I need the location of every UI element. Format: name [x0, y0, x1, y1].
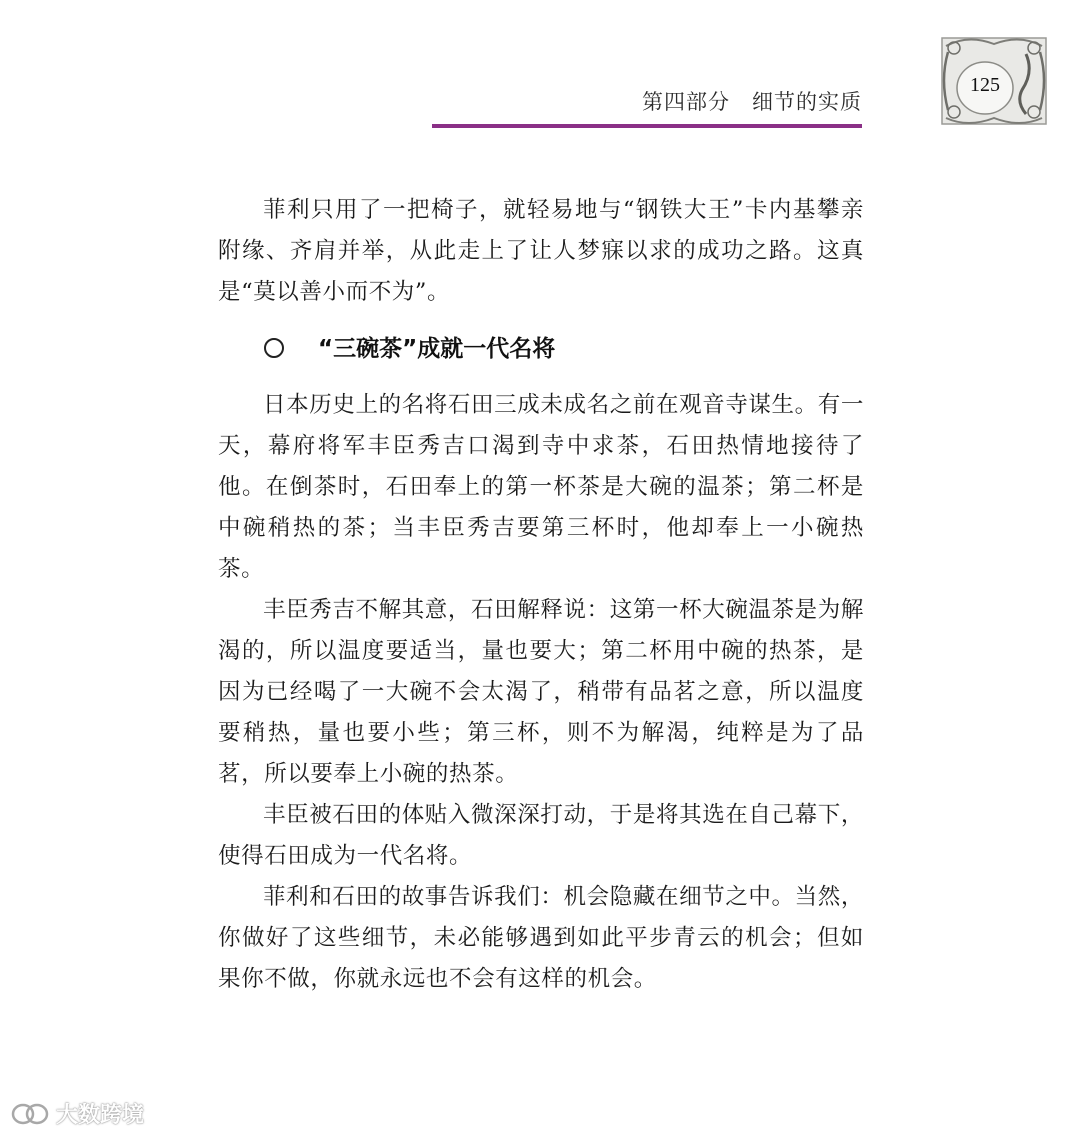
running-head: 第四部分 细节的实质 [642, 90, 862, 114]
watermark [10, 1098, 144, 1129]
header-rule [432, 124, 862, 128]
body-paragraph: 丰臣秀吉不解其意，石田解释说：这第一杯大碗温茶是为解渴的，所以温度要适当，量也要大；第二杯用中碗的热茶，是因为已经喝了一大碗不会太渴了，稍带有品茗之意，所以温度要稍热，量也要小些；第三杯，则不为解渴，纯粹是为了品茗，所以要奉上小碗的热茶。 [218, 597, 864, 787]
watermark-text: 大数跨境 [56, 1103, 145, 1128]
body-paragraph: 丰臣被石田的体贴入微深深打动，于是将其选在自己幕下，使得石田成为一代名将。 [218, 802, 864, 869]
section-title: “三碗茶”成就一代名将 [318, 336, 556, 362]
intro-text [218, 190, 864, 313]
watermark-logo-icon [10, 1101, 50, 1127]
section-heading [264, 331, 864, 367]
body-paragraph: 菲利和石田的故事告诉我们：机会隐藏在细节之中。当然，你做好了这些细节，未必能够遇到如此平步青云的机会；但如果你不做，你就永远也不会有这样的机会。 [218, 884, 864, 992]
intro-paragraph: 菲利只用了一把椅子，就轻易地与“钢铁大王”卡内基攀亲附缘、齐肩并举，从此走上了让人梦寐以求的成功之路。这真是“莫以善小而不为”。 [218, 197, 864, 305]
circle-bullet-icon [264, 338, 284, 358]
body-paragraph: 日本历史上的名将石田三成未成名之前在观音寺谋生。有一天，幕府将军丰臣秀吉口渴到寺中求茶，石田热情地接待了他。在倒茶时，石田奉上的第一杯茶是大碗的温茶；第二杯是中碗稍热的茶；当丰臣秀吉要第三杯时，他却奉上一小碗热茶。 [218, 392, 864, 582]
page-number: 125 [970, 74, 1000, 96]
section-body [218, 385, 864, 1000]
